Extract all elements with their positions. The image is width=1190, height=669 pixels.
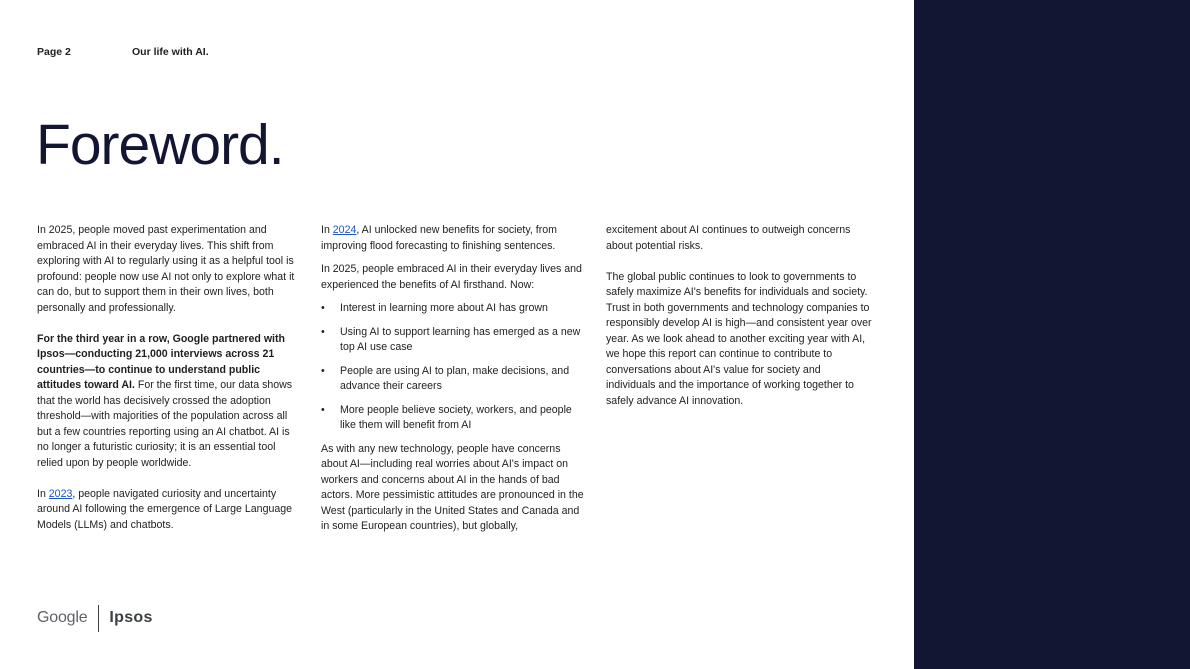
col2-paragraph-1-pre: In — [321, 224, 333, 236]
column-3 — [606, 223, 872, 425]
col1-paragraph-2 — [37, 332, 302, 472]
list-item — [321, 364, 587, 395]
column-2 — [321, 223, 587, 543]
list-item-text: More people believe society, workers, and people like them will benefit from AI — [340, 403, 572, 431]
ipsos-logo: Ipsos — [109, 609, 153, 626]
col1-paragraph-3-post: , people navigated curiosity and uncertainty around AI following the emergence of Large Language Models (LLMs) and chatbots. — [37, 487, 293, 531]
col2-paragraph-1-post: , AI unlocked new benefits for society, from improving flood forecasting to finishing sentences. — [321, 224, 557, 252]
list-item — [321, 325, 587, 356]
link-2023[interactable]: 2023 — [48, 487, 73, 500]
bullet-icon: • — [321, 302, 325, 314]
col1-paragraph-3-pre: In — [37, 487, 49, 500]
list-item — [321, 301, 587, 317]
col1-paragraph-1: In 2025, people moved past experimentation and embraced AI in their everyday lives. This shift from exploring with AI to regularly using it as a helpful tool is profound: people now use AI not only to explore what it can do, but to support them in their own lives, both personally and professionally. — [37, 224, 295, 314]
bullet-icon: • — [321, 364, 325, 377]
footer-logos — [37, 604, 153, 632]
list-item-text: Interest in learning more about AI has grown — [340, 302, 548, 314]
col2-paragraph-3: As with any new technology, people have concerns about AI—including real worries about AI's impact on workers and concerns about AI in the hands of bad actors. More pessimistic attitudes are pronounced in the West (particularly in the United States and Canada and in some European countries), but globally, — [321, 442, 584, 532]
column-1 — [37, 223, 302, 549]
bullet-icon: • — [321, 325, 325, 338]
col2-paragraph-1 — [321, 223, 587, 254]
bullet-icon: • — [321, 403, 325, 416]
list-item-text: Using AI to support learning has emerged as a new top AI use case — [340, 325, 581, 353]
document-title: Our life with AI. — [132, 46, 209, 58]
list-item-text: People are using AI to plan, make decisions, and advance their careers — [340, 364, 570, 392]
col3-paragraph-1: excitement about AI continues to outweigh concerns about potential risks. — [606, 224, 851, 252]
google-logo: Google — [37, 609, 88, 626]
col1-paragraph-2-bold: For the third year in a row, Google partnered with Ipsos—conducting 21,000 interviews across 21 countries—to continue to understand public attitudes toward AI. — [37, 332, 286, 391]
col2-paragraph-2: In 2025, people embraced AI in their everyday lives and experienced the benefits of AI firsthand. Now: — [321, 263, 582, 291]
col1-paragraph-2-rest: For the first time, our data shows that the world has decisively crossed the adoption threshold—with majorities of the population across all but a few countries reporting using an AI chatbot. AI is no longer a futuristic curiosity; it is an essential tool relied upon by people worldwide. — [37, 379, 293, 469]
logo-divider — [98, 605, 99, 632]
link-2024[interactable]: 2024 — [332, 224, 357, 236]
page-title: Foreword. — [36, 113, 284, 177]
side-color-panel — [914, 0, 1190, 669]
col3-paragraph-2: The global public continues to look to governments to safely maximize AI's benefits for individuals and society. Trust in both governments and technology companies to responsibly develop AI is high—and consistent year over year. As we look ahead to another exciting year with AI, we hope this report can continue to contribute to conversations about AI's value for society and individuals and the importance of working together to safely advance AI innovation. — [606, 270, 872, 407]
page-number: Page 2 — [37, 46, 71, 58]
findings-list — [321, 301, 587, 434]
list-item — [321, 403, 587, 434]
col1-paragraph-3 — [37, 487, 302, 534]
